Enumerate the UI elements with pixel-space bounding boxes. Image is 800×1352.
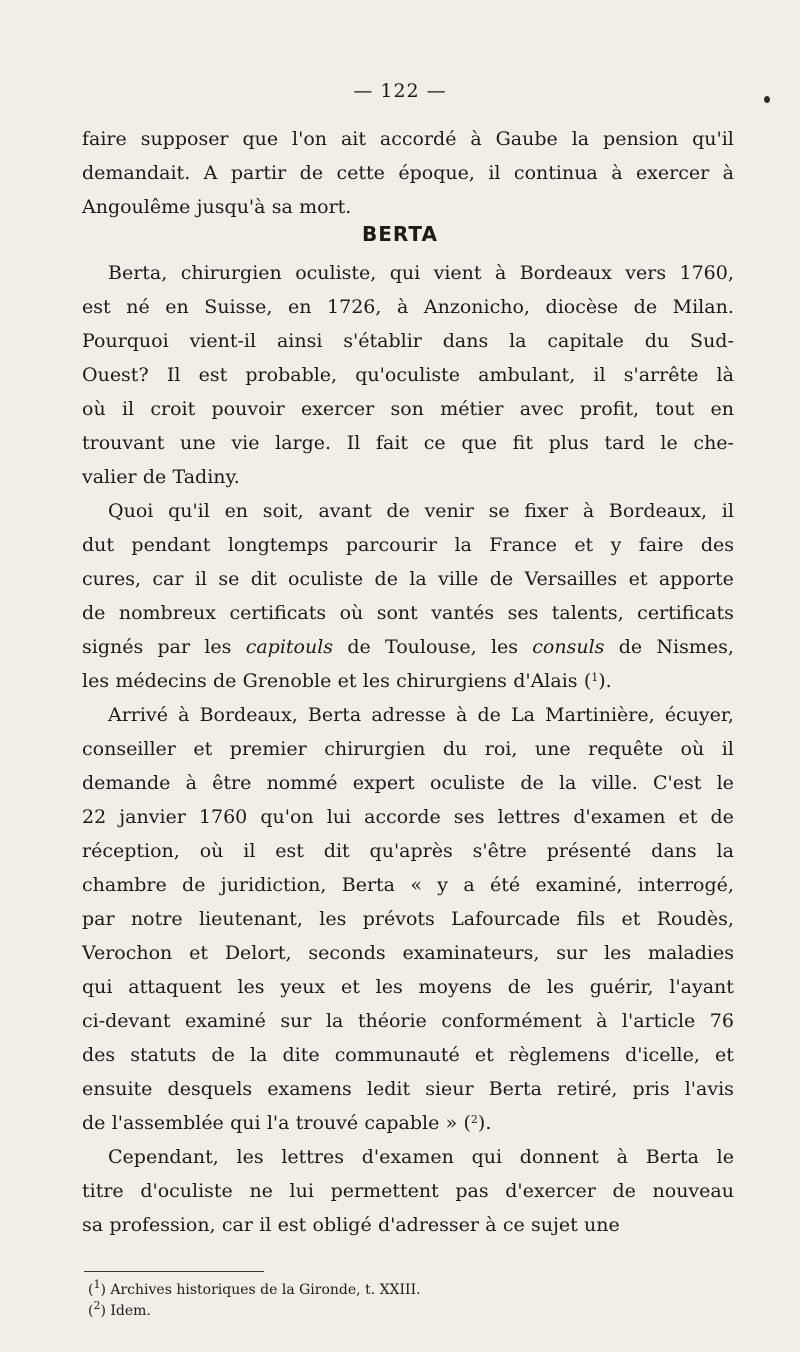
- text-line: trouvant une vie large. Il fait ce que fit plus tard le che-: [82, 432, 734, 454]
- text-line: signés par les capitouls de Toulouse, les consuls de Nismes,: [82, 636, 734, 658]
- text-line: Ouest? Il est probable, qu'oculiste ambulant, il s'arrête là: [82, 364, 734, 386]
- paragraph-continuation: [82, 122, 734, 224]
- text-line: de l'assemblée qui l'a trouvé capable » ($^2$).: [82, 1112, 492, 1134]
- text-line: où il croit pouvoir exercer son métier avec profit, tout en: [82, 398, 734, 420]
- text-line: réception, où il est dit qu'après s'être présenté dans la: [82, 840, 734, 862]
- footnote-rule: [84, 1271, 264, 1272]
- text-line: Verochon et Delort, seconds examinateurs, sur les maladies: [82, 942, 734, 964]
- footnotes: [88, 1280, 421, 1322]
- ink-spot: [764, 96, 770, 103]
- text-line: ci-devant examiné sur la théorie conformément à l'article 76: [82, 1010, 734, 1032]
- text-line: sa profession, car il est obligé d'adresser à ce sujet une: [82, 1214, 620, 1236]
- text-line: demande à être nommé expert oculiste de la ville. C'est le: [82, 772, 734, 794]
- text-line: Pourquoi vient-il ainsi s'établir dans la capitale du Sud-: [82, 330, 734, 352]
- text-line: 22 janvier 1760 qu'on lui accorde ses lettres d'examen et de: [82, 806, 734, 828]
- text-line: Cependant, les lettres d'examen qui donnent à Berta le: [108, 1146, 734, 1168]
- page-number: — 122 —: [353, 80, 447, 102]
- text-line: les médecins de Grenoble et les chirurgiens d'Alais ($^1$).: [82, 670, 612, 692]
- text-line: chambre de juridiction, Berta « y a été examiné, interrogé,: [82, 874, 734, 896]
- text-line: Arrivé à Bordeaux, Berta adresse à de La Martinière, écuyer,: [108, 704, 734, 726]
- text-line: Angoulême jusqu'à sa mort.: [82, 196, 352, 218]
- footnote: ($^2$) Idem.: [88, 1299, 151, 1319]
- section-body: [82, 256, 734, 1242]
- text-line: valier de Tadiny.: [82, 466, 240, 488]
- footnote: ($^1$) Archives historiques de la Gironde, t. XXIII.: [88, 1278, 421, 1298]
- section-heading: BERTA: [362, 222, 438, 246]
- text-line: cures, car il se dit oculiste de la ville de Versailles et apporte: [82, 568, 734, 590]
- text-line: ensuite desquels examens ledit sieur Berta retiré, pris l'avis: [82, 1078, 734, 1100]
- text-line: est né en Suisse, en 1726, à Anzonicho, diocèse de Milan.: [82, 296, 734, 318]
- text-line: par notre lieutenant, les prévots Lafourcade fils et Roudès,: [82, 908, 734, 930]
- text-line: demandait. A partir de cette époque, il continua à exercer à: [82, 162, 734, 184]
- text-line: qui attaquent les yeux et les moyens de les guérir, l'ayant: [82, 976, 734, 998]
- text-line: Quoi qu'il en soit, avant de venir se fixer à Bordeaux, il: [108, 500, 734, 522]
- text-line: des statuts de la dite communauté et règlemens d'icelle, et: [82, 1044, 734, 1066]
- text-line: Berta, chirurgien oculiste, qui vient à Bordeaux vers 1760,: [108, 262, 734, 284]
- text-line: dut pendant longtemps parcourir la France et y faire des: [82, 534, 734, 556]
- text-line: de nombreux certificats où sont vantés ses talents, certificats: [82, 602, 734, 624]
- text-line: faire supposer que l'on ait accordé à Gaube la pension qu'il: [82, 128, 734, 150]
- text-line: conseiller et premier chirurgien du roi, une requête où il: [82, 738, 734, 760]
- text-line: titre d'oculiste ne lui permettent pas d'exercer de nouveau: [82, 1180, 734, 1202]
